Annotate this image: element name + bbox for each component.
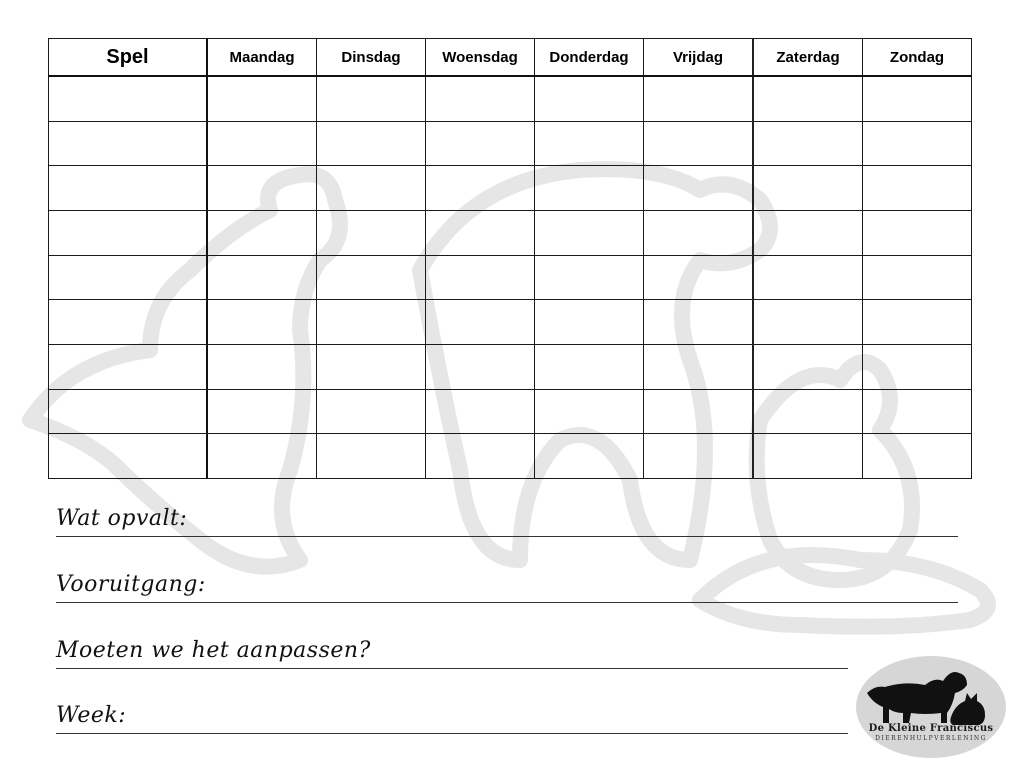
header-zaterdag: Zaterdag [753,39,863,77]
table-row [49,121,972,166]
day-cell[interactable] [863,300,972,345]
day-cell[interactable] [863,255,972,300]
day-cell[interactable] [207,344,317,389]
day-cell[interactable] [535,210,644,255]
spel-cell[interactable] [49,389,208,434]
spel-cell[interactable] [49,210,208,255]
header-vrijdag: Vrijdag [644,39,754,77]
spel-cell[interactable] [49,76,208,121]
progress-line[interactable] [56,602,958,603]
header-dinsdag: Dinsdag [317,39,426,77]
day-cell[interactable] [863,389,972,434]
logo-name: De Kleine Franciscus [868,723,994,734]
day-cell[interactable] [644,166,754,211]
day-cell[interactable] [207,434,317,479]
logo-subtitle: DIERENHULPVERLENING [875,735,987,742]
day-cell[interactable] [426,300,535,345]
day-cell[interactable] [207,166,317,211]
day-cell[interactable] [207,121,317,166]
day-cell[interactable] [426,344,535,389]
day-cell[interactable] [863,121,972,166]
spel-cell[interactable] [49,121,208,166]
table-row [49,166,972,211]
day-cell[interactable] [753,166,863,211]
day-cell[interactable] [535,344,644,389]
observed-label: Wat opvalt: [56,506,188,531]
table-row [49,344,972,389]
day-cell[interactable] [753,255,863,300]
weekly-schedule-table [48,38,972,479]
adjust-label: Moeten we het aanpassen? [56,638,371,663]
day-cell[interactable] [535,166,644,211]
day-cell[interactable] [863,76,972,121]
day-cell[interactable] [753,344,863,389]
day-cell[interactable] [863,434,972,479]
day-cell[interactable] [644,121,754,166]
day-cell[interactable] [863,210,972,255]
day-cell[interactable] [426,166,535,211]
day-cell[interactable] [426,389,535,434]
day-cell[interactable] [317,344,426,389]
spel-cell[interactable] [49,300,208,345]
organization-logo [855,655,1007,759]
spel-cell[interactable] [49,255,208,300]
day-cell[interactable] [317,300,426,345]
day-cell[interactable] [535,434,644,479]
spel-cell[interactable] [49,344,208,389]
day-cell[interactable] [644,389,754,434]
day-cell[interactable] [644,255,754,300]
header-woensdag: Woensdag [426,39,535,77]
spel-cell[interactable] [49,166,208,211]
day-cell[interactable] [863,344,972,389]
progress-label: Vooruitgang: [56,572,206,597]
day-cell[interactable] [644,434,754,479]
day-cell[interactable] [207,300,317,345]
day-cell[interactable] [535,76,644,121]
spel-cell[interactable] [49,434,208,479]
day-cell[interactable] [535,389,644,434]
day-cell[interactable] [317,210,426,255]
day-cell[interactable] [317,255,426,300]
day-cell[interactable] [753,389,863,434]
day-cell[interactable] [317,389,426,434]
day-cell[interactable] [207,76,317,121]
day-cell[interactable] [207,255,317,300]
day-cell[interactable] [535,300,644,345]
header-maandag: Maandag [207,39,317,77]
day-cell[interactable] [753,210,863,255]
table-row [49,434,972,479]
table-row [49,210,972,255]
table-header-row [49,39,972,77]
day-cell[interactable] [753,121,863,166]
day-cell[interactable] [426,210,535,255]
day-cell[interactable] [426,255,535,300]
header-donderdag: Donderdag [535,39,644,77]
day-cell[interactable] [644,344,754,389]
adjust-line[interactable] [56,668,848,669]
day-cell[interactable] [863,166,972,211]
table-row [49,255,972,300]
day-cell[interactable] [535,255,644,300]
week-label: Week: [56,703,127,728]
table-row [49,76,972,121]
day-cell[interactable] [753,434,863,479]
day-cell[interactable] [317,166,426,211]
day-cell[interactable] [207,389,317,434]
day-cell[interactable] [535,121,644,166]
header-spel: Spel [49,39,208,77]
day-cell[interactable] [753,76,863,121]
day-cell[interactable] [644,76,754,121]
observed-line[interactable] [56,536,958,537]
day-cell[interactable] [426,76,535,121]
day-cell[interactable] [317,121,426,166]
day-cell[interactable] [644,300,754,345]
day-cell[interactable] [753,300,863,345]
day-cell[interactable] [317,76,426,121]
day-cell[interactable] [426,121,535,166]
header-zondag: Zondag [863,39,972,77]
day-cell[interactable] [644,210,754,255]
table-row [49,300,972,345]
day-cell[interactable] [317,434,426,479]
table-row [49,389,972,434]
day-cell[interactable] [426,434,535,479]
logo-emblem [855,655,1007,759]
day-cell[interactable] [207,210,317,255]
week-line[interactable] [56,733,848,734]
